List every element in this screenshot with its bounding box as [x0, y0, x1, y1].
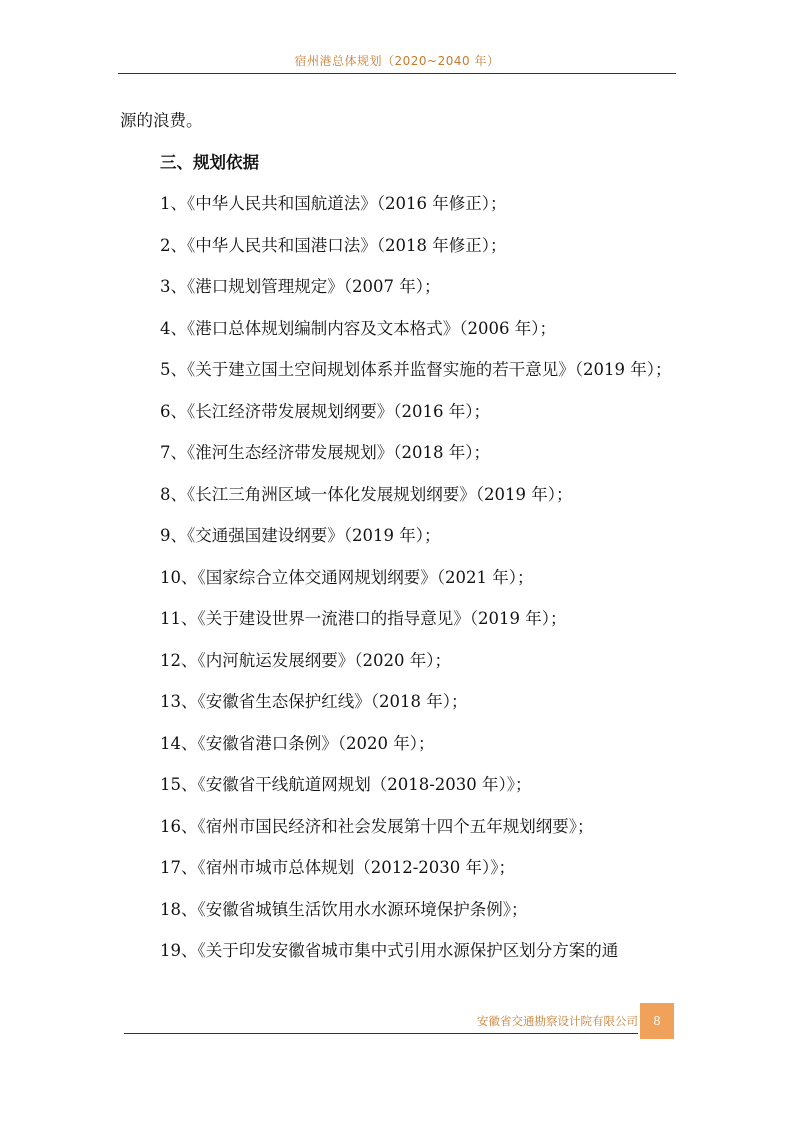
- list-item: 16、《宿州市国民经济和社会发展第十四个五年规划纲要》；: [160, 816, 594, 836]
- list-item: 18、《安徽省城镇生活饮用水水源环境保护条例》；: [160, 899, 528, 919]
- page-number: 8: [640, 1003, 674, 1039]
- list-item: 9、《交通强国建设纲要》（2019 年）；: [160, 526, 441, 545]
- continuation-text: 源的浪费。: [120, 111, 203, 130]
- header-rule: [118, 73, 676, 74]
- list-item: 12、《内河航运发展纲要》（2020 年）；: [160, 650, 451, 670]
- list-item: 19、《关于印发安徽省城市集中式引用水源保护区划分方案的通: [160, 941, 619, 960]
- document-body: [120, 100, 676, 972]
- footer-rule: [124, 1033, 638, 1034]
- list-item: 7、《淮河生态经济带发展规划》（2018 年）；: [160, 443, 490, 462]
- list-item: 17、《宿州市城市总体规划（2012-2030 年）》；: [160, 858, 516, 877]
- list-item: 5、《关于建立国土空间规划体系并监督实施的若干意见》（2019 年）；: [160, 360, 672, 379]
- list-item: 4、《港口总体规划编制内容及文本格式》（2006 年）；: [160, 318, 556, 338]
- footer-company-name: 安徽省交通勘察设计院有限公司: [477, 1014, 638, 1028]
- list-item: 3、《港口规划管理规定》（2007 年）；: [160, 277, 441, 296]
- list-item: 2、《中华人民共和国港口法》（2018 年修正）；: [160, 235, 507, 255]
- list-item: 11、《关于建设世界一流港口的指导意见》（2019 年）；: [160, 609, 567, 628]
- list-item: 1、《中华人民共和国航道法》（2016 年修正）；: [160, 194, 507, 213]
- section-heading: 三、规划依据: [160, 152, 259, 172]
- list-item: 14、《安徽省港口条例》（2020 年）；: [160, 733, 435, 753]
- list-item: 10、《国家综合立体交通网规划纲要》（2021 年）；: [160, 567, 534, 587]
- list-item: 15、《安徽省干线航道网规划（2018-2030 年）》；: [160, 775, 532, 794]
- list-item: 8、《长江三角洲区域一体化发展规划纲要》（2019 年）；: [160, 484, 573, 504]
- header-title: 宿州港总体规划（2020~2040 年）: [294, 54, 500, 68]
- list-item: 13、《安徽省生态保护红线》（2018 年）；: [160, 692, 468, 711]
- list-item: 6、《长江经济带发展规划纲要》（2016 年）；: [160, 401, 490, 421]
